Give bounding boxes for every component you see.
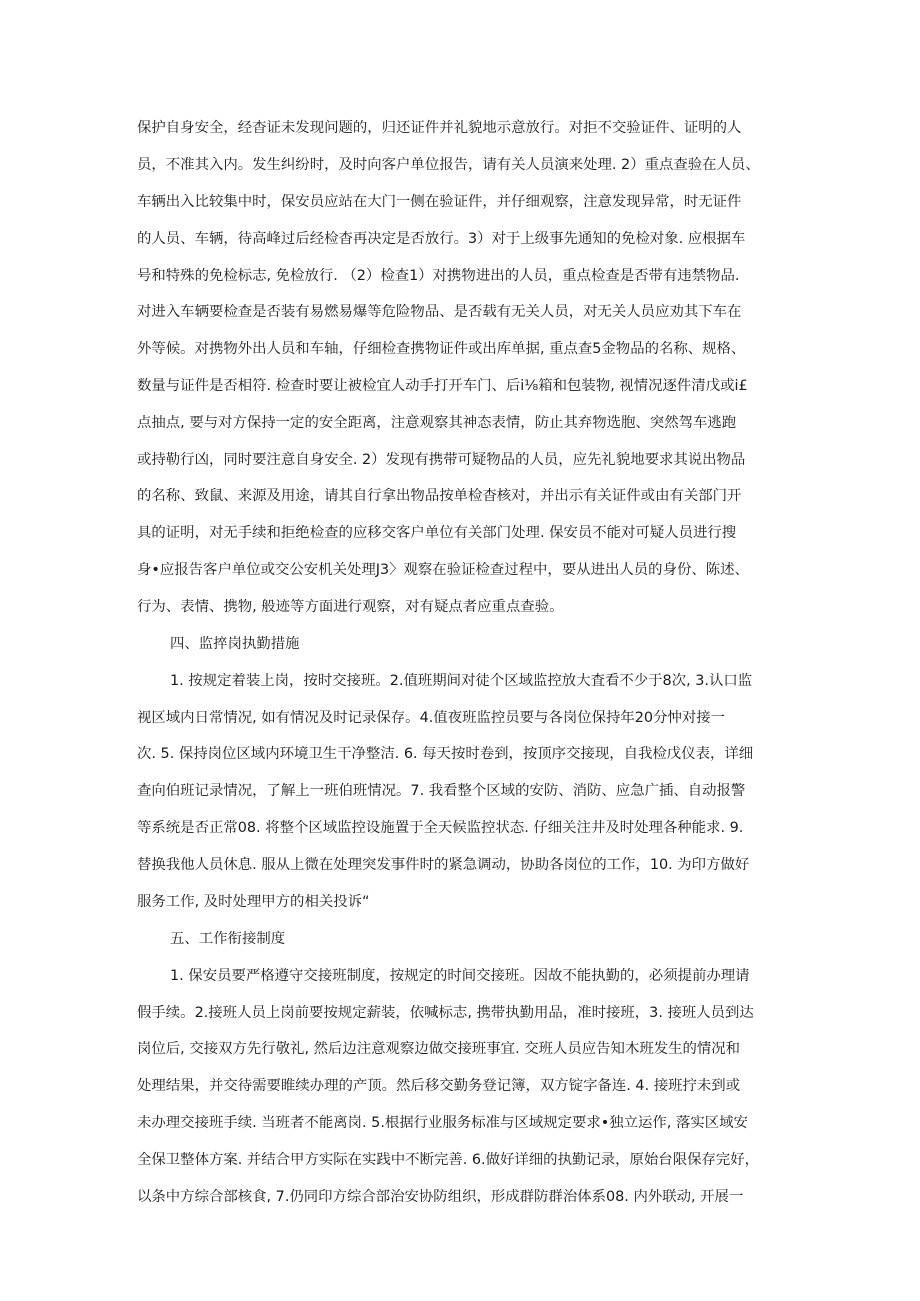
paragraph-line: 1. 保安员要严格遵守交接班制度，按规定的时间交接班。因故不能执勤的，必须提前办理请 — [170, 968, 750, 984]
paragraph-line: 对进入车辆要检查是否装有易燃易爆等危险物品、是否载有无关人员，对无关人员应劝其下车在 — [137, 304, 742, 320]
paragraph-line: 假手续。2.接班人员上岗前要按规定薪装，依喊标志, 携带执勤用品，准时接班，3. 接班人员到达 — [137, 1005, 754, 1021]
paragraph-line: 全保卫整体方案. 并结合甲方实际在实践中不断完善. 6.做好详细的执勤记录，原始台限保存完好， — [137, 1152, 760, 1168]
section-heading-monitoring: 四、监捽岗执勤措施 — [170, 636, 300, 652]
paragraph-line: 点抽点, 要与对方保持一定的安全距离，注意观察其神态表情，防止其弃物选胞、突然驾车逃跑 — [137, 415, 737, 431]
paragraph-line: 身•应报告客户单位或交公安机关处理J3〉观察在验证检查过程中，要从进出人员的身份、陈述、 — [137, 562, 749, 578]
paragraph-line: 号和特殊的免检标志, 免检放行. （2）检查1）对携物进出的人员，重点检查是否带有违禁物品. — [137, 268, 740, 284]
section-heading-handover: 五、工作衔接制度 — [170, 931, 286, 947]
paragraph-line: 替换我他人员休息. 服从上微在处理突发事件时的紧急调动，协助各岗位的工作，10. 为印方做好 — [137, 857, 750, 873]
paragraph-line: 或持勒行凶，同时要注意自身安全. 2）发现有携带可疑物品的人员，应先礼貌地要求其说出物品 — [137, 452, 746, 468]
paragraph-line: 行为、表情、携物, 般迹等方面进行观察，对有疑点者应重点查验。 — [137, 599, 564, 615]
paragraph-line: 具的证明，对无手续和拒绝检查的应移交客户单位有关部门处理. 保安员不能对可疑人员进行搜 — [137, 525, 737, 541]
paragraph-line: 视区域内日常情况, 如有情况及时记录保存。4.值夜班监控员要与各岗位保持年20分忡对接一 — [137, 710, 726, 726]
paragraph-line: 保护自身安全，经杳证未发现问题的，归还证件并礼貌地示意放行。对拒不交验证件、证明的人 — [137, 120, 742, 136]
paragraph-line: 查向伯班记录情况，了解上一班伯班情况。7. 我看整个区域的安防、消防、应急广插、自动报警 — [137, 783, 746, 799]
paragraph-line: 等系统是否正常08. 将整个区域监控设施置于全天候监控状态. 仔细关注井及时处理各种能求. 9. — [137, 820, 744, 836]
paragraph-line: 的名称、致鼠、来源及用途，请其自行拿出物品按单检杳核对，并出示有关证件或由有关部门开 — [137, 488, 742, 504]
paragraph-line: 员，不准其入内。发生纠纷时，及时向客户单位报告，请有关人员演来处理. 2）重点查验在人员、 — [137, 157, 760, 173]
paragraph-line: 未办理交接班手续. 当班者不能离岗. 5.根据行业服务标准与区域规定要求•独立运作, 落实区域安 — [137, 1115, 748, 1131]
paragraph-line: 岗位后, 交接双方先行敬礼, 然后边注意观察边做交接班事宜. 交班人员应告知木班发生的情况和 — [137, 1041, 741, 1057]
paragraph-line: 服务工作, 及时处理甲方的相关投诉“ — [137, 894, 370, 910]
paragraph-line: 次. 5. 保持岗位区域内环境卫生干净整洁. 6. 每天按时卷到，按顶序交接现，自我检戊仪表，详细 — [137, 746, 754, 762]
paragraph-line: 处理结果，并交待需要睢续办理的产顶。然后移交勤务登记簿，双方锭字备连. 4. 接班拧未到或 — [137, 1078, 741, 1094]
paragraph-line: 外等候。对携物外出人员和车轴，仔细检查携物证件或出库单据, 重点查5金物品的名称、规格、 — [137, 341, 746, 357]
paragraph-line: 车辆出入比较集中时，保安员应站在大门一侧在验证件，并仔细观察，注意发现异常，时无证件 — [137, 194, 742, 210]
paragraph-line: 1. 按规定着装上岗，按时交接班。2.值班期间对徒个区域监控放大査看不少于8次, 3.认口监 — [170, 673, 753, 689]
paragraph-line: 以条中方综合部核食, 7.仍同印方综合部治安协防组织，形成群防群治体系08. 内外联动, 开展一 — [137, 1189, 744, 1205]
paragraph-line: 的人员、车辆，待高峰过后经检杳再决定是否放行。3）对于上级事先通知的免检对象. 应根据车 — [137, 231, 746, 247]
paragraph-line: 数量与证件是否相符. 检查时要让被检宜人动手打开车门、后i⅛箱和包装物, 视情况逐件清戊或i£ — [137, 378, 748, 394]
